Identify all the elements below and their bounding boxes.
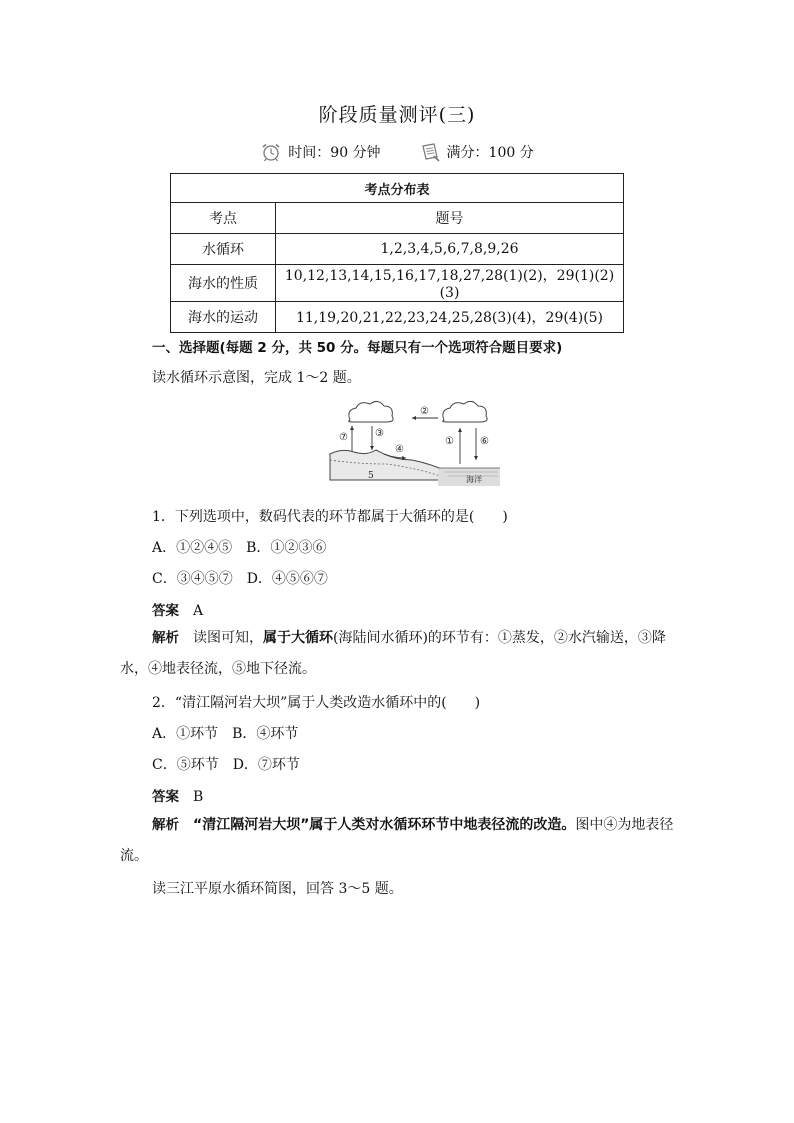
answer-value: B — [193, 789, 204, 805]
diagram-label: ① — [445, 436, 454, 447]
table-row — [171, 234, 624, 265]
analysis-bold-text: “清江隔河岩大坝”属于人类对水循环环节中地表径流的改造。 — [193, 817, 576, 833]
diagram-label: 海洋 — [466, 475, 482, 484]
analysis-label: 解析 — [152, 630, 179, 646]
analysis-text: 图中④为地表径流。 — [120, 817, 674, 864]
score-label: 满分：100 分 — [446, 145, 534, 161]
row-topic: 海水的运动 — [171, 302, 276, 333]
table-header-row — [171, 203, 624, 234]
table-row — [171, 265, 624, 302]
analysis-paragraph — [120, 810, 676, 872]
answer-label: 答案 — [152, 789, 179, 805]
diagram-label: ⑥ — [480, 436, 489, 447]
topic-distribution-table — [170, 173, 624, 333]
question-stem: 2．“清江隔河岩大坝”属于人类改造水循环中的( ) — [152, 695, 481, 711]
question-option-line: C．③④⑤⑦ D．④⑤⑥⑦ — [152, 571, 328, 587]
question-option-line: A．①环节 B．④环节 — [152, 726, 299, 742]
row-question-numbers: 1,2,3,4,5,6,7,8,9,26 — [276, 234, 624, 265]
analysis-text: (海陆间水循环)的环节有：①蒸发，②水汽输送，③降水，④地表径流，⑤地下径流。 — [120, 630, 666, 677]
analysis-text: 读图可知， — [193, 630, 263, 646]
row-question-numbers: 11,19,20,21,22,23,24,25,28(3)(4)，29(4)(5) — [276, 302, 624, 333]
section-heading: 一、选择题(每题 2 分，共 50 分。每题只有一个选项符合题目要求) — [152, 340, 563, 356]
diagram-label: ④ — [395, 444, 404, 455]
diagram-label: ③ — [375, 428, 384, 439]
table-row — [171, 302, 624, 333]
analysis-label: 解析 — [152, 817, 179, 833]
section-intro: 读三江平原水循环简图，回答 3～5 题。 — [152, 881, 403, 897]
answer-value: A — [193, 603, 204, 619]
diagram-label: ② — [420, 406, 429, 417]
cloud-left — [349, 401, 393, 422]
question-option-line: C．⑤环节 D．⑦环节 — [152, 757, 300, 773]
answer-line — [152, 599, 203, 619]
section-intro: 读水循环示意图，完成 1～2 题。 — [152, 370, 361, 386]
diagram-label: 5 — [368, 471, 374, 481]
analysis-paragraph — [120, 623, 676, 685]
page-title: 阶段质量测评(三) — [318, 104, 476, 126]
alarm-clock-icon — [260, 142, 282, 162]
table-caption: 考点分布表 — [171, 174, 624, 203]
header-question-numbers: 题号 — [276, 203, 624, 234]
answer-line — [152, 785, 203, 805]
exam-paper-icon — [419, 142, 441, 162]
time-label: 时间：90 分钟 — [288, 145, 381, 161]
header-topic: 考点 — [171, 203, 276, 234]
row-topic: 海水的性质 — [171, 265, 276, 302]
row-question-numbers: 10,12,13,14,15,16,17,18,27,28(1)(2)，29(1)(2)(3) — [276, 265, 624, 302]
analysis-bold-text: 属于大循环 — [263, 630, 333, 646]
row-topic: 水循环 — [171, 234, 276, 265]
exam-meta — [0, 142, 794, 162]
diagram-label: ⑦ — [339, 432, 348, 443]
water-cycle-diagram — [328, 398, 500, 490]
cloud-right — [443, 401, 487, 422]
answer-label: 答案 — [152, 603, 179, 619]
question-stem: 1．下列选项中，数码代表的环节都属于大循环的是( ) — [152, 509, 508, 525]
question-option-line: A．①②④⑤ B．①②③⑥ — [152, 540, 327, 556]
